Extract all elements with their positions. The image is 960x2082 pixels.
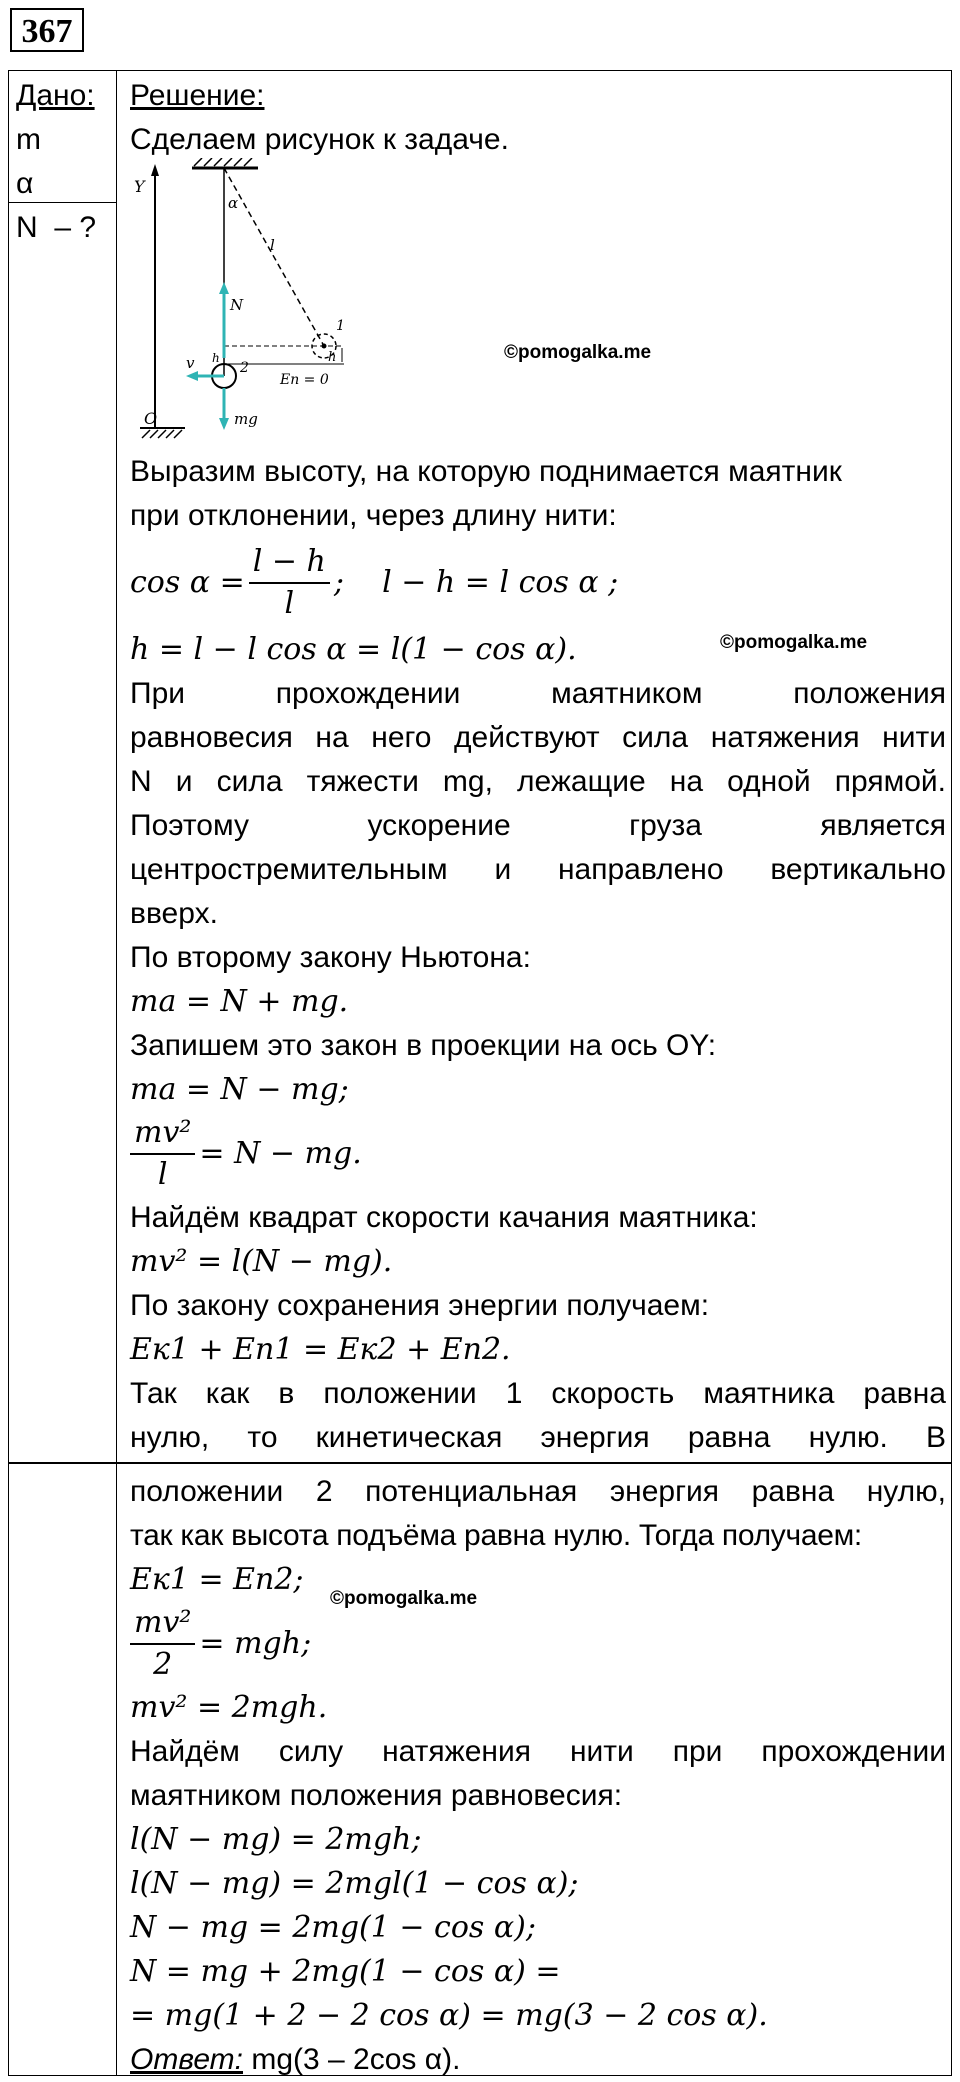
eq-frac2-den: 2: [153, 1647, 173, 1682]
p1-line-2: при отклонении, через длину нити:: [130, 499, 617, 532]
eq-h: h = l − l cos α = l(1 − cos α).: [130, 632, 577, 667]
watermark-1: ©pomogalka.me: [504, 342, 652, 363]
eq-cos-fraction: [249, 542, 330, 624]
p2-line-4: Поэтому ускорение груза является: [130, 809, 946, 842]
v-vector-arrow: [186, 371, 198, 381]
n-vector-arrow: [219, 282, 229, 294]
given-label: Дано:: [16, 79, 95, 112]
eq-mv2: mv² = 2mgh.: [130, 1690, 328, 1725]
problem-number: 367: [10, 8, 84, 52]
solution-column: [130, 74, 946, 162]
eq-frac2: [130, 1602, 946, 1686]
p1-line-1: Выразим высоту, на которую поднимается маятник: [130, 455, 842, 488]
solution-body: [130, 450, 946, 1460]
intro-text: Сделаем рисунок к задаче.: [130, 123, 509, 156]
eq-cos-lhs: cos α =: [130, 565, 245, 600]
eq-frac1: [130, 1112, 946, 1196]
h-label-left: h: [212, 351, 220, 365]
eq-frac2-fraction: [130, 1603, 195, 1685]
ceiling-hatch: [194, 158, 252, 166]
eq-frac1-fraction: [130, 1113, 195, 1195]
watermark-3: ©pomogalka.me: [330, 1588, 478, 1609]
speed-label: Найдём квадрат скорости качания маятника:: [130, 1201, 758, 1234]
p2-line-3: N и сила тяжести mg, лежащие на одной прямой.: [130, 765, 946, 798]
eq-newton: ma = N + mg.: [130, 984, 349, 1019]
eq-frac1-num: mv²: [130, 1113, 195, 1155]
origin-label: O: [144, 409, 158, 428]
p2-line-2: равновесия на него действуют сила натяжения нити: [130, 721, 946, 754]
eq-energy: Eк1 + Eп1 = Eк2 + Eп2.: [130, 1332, 511, 1367]
eq-cos: [130, 538, 946, 628]
y-axis-label: Y: [134, 177, 145, 196]
p3-line-3: положении 2 потенциальная энергия равна нулю,: [130, 1475, 946, 1508]
h-label-right: h: [328, 350, 337, 365]
p4-line-1: Найдём силу натяжения нити при прохождении: [130, 1735, 946, 1768]
p2-line-6: вверх.: [130, 897, 218, 930]
ep-zero-label: Eп = 0: [280, 372, 329, 388]
page-break-line: [8, 1462, 952, 1464]
l-label: l: [270, 236, 275, 254]
solution-body-continued: [130, 1470, 946, 2082]
find-label: N – ?: [16, 211, 97, 244]
p2-line-1: При прохождении маятником положения: [130, 677, 946, 710]
projection-label: Запишем это закон в проекции на ось OY:: [130, 1029, 717, 1062]
eq-final-3: N − mg = 2mg(1 − cos α);: [130, 1910, 536, 1945]
pendulum-figure: [130, 158, 370, 440]
energy-label: По закону сохранения энергии получаем:: [130, 1289, 710, 1322]
p3-line-2: нулю, то кинетическая энергия равна нулю. В: [130, 1421, 946, 1454]
eq-frac1-den: l: [157, 1157, 168, 1192]
eq-projection: ma = N − mg;: [130, 1072, 349, 1107]
answer-label: Ответ:: [130, 2043, 243, 2076]
answer-value: mg(3 – 2cos α).: [243, 2043, 461, 2076]
p3-line-1: Так как в положении 1 скорость маятника равна: [130, 1377, 946, 1410]
y-axis-arrow: [151, 164, 159, 176]
mg-label: mg: [234, 410, 258, 428]
eq-cos-rest: ; l − h = l cos α ;: [333, 565, 619, 600]
newton-label: По второму закону Ньютона:: [130, 941, 531, 974]
p4-line-2: маятником положения равновесия:: [130, 1779, 623, 1812]
eq-frac1-rest: = N − mg.: [199, 1136, 362, 1171]
answer-line: [130, 2038, 946, 2082]
eq-final-5: = mg(1 + 2 − 2 cos α) = mg(3 − 2 cos α).: [130, 1998, 768, 2033]
solution-heading: Решение:: [130, 79, 265, 112]
eq-speed: mv² = l(N − mg).: [130, 1244, 393, 1279]
eq-frac2-num: mv²: [130, 1603, 195, 1645]
table-divider: [116, 70, 117, 2076]
alpha-label: α: [228, 194, 239, 212]
mg-vector-arrow: [219, 418, 229, 430]
n-label: N: [230, 296, 244, 314]
eq-cos-den: l: [284, 586, 295, 621]
given-alpha: α: [16, 167, 34, 200]
position-1-label: 1: [336, 318, 345, 334]
position-2-label: 2: [240, 360, 249, 376]
p3-line-4: так как высота подъёма равна нулю. Тогда получаем:: [130, 1519, 862, 1552]
eq-final-1: l(N − mg) = 2mgh;: [130, 1822, 422, 1857]
eq-frac2-rest: = mgh;: [199, 1626, 312, 1661]
ground-hatch: [142, 430, 182, 438]
eq-e: Eк1 = Eп2;: [130, 1562, 304, 1597]
eq-cos-num: l − h: [249, 542, 330, 584]
watermark-2: ©pomogalka.me: [720, 632, 868, 653]
given-m: m: [16, 123, 41, 156]
eq-final-2: l(N − mg) = 2mgl(1 − cos α);: [130, 1866, 579, 1901]
v-label: v: [186, 354, 195, 372]
p2-line-5: центростремительным и направлено вертикально: [130, 853, 946, 886]
thread-deflected: [224, 168, 324, 346]
eq-final-4: N = mg + 2mg(1 − cos α) =: [130, 1954, 561, 1989]
